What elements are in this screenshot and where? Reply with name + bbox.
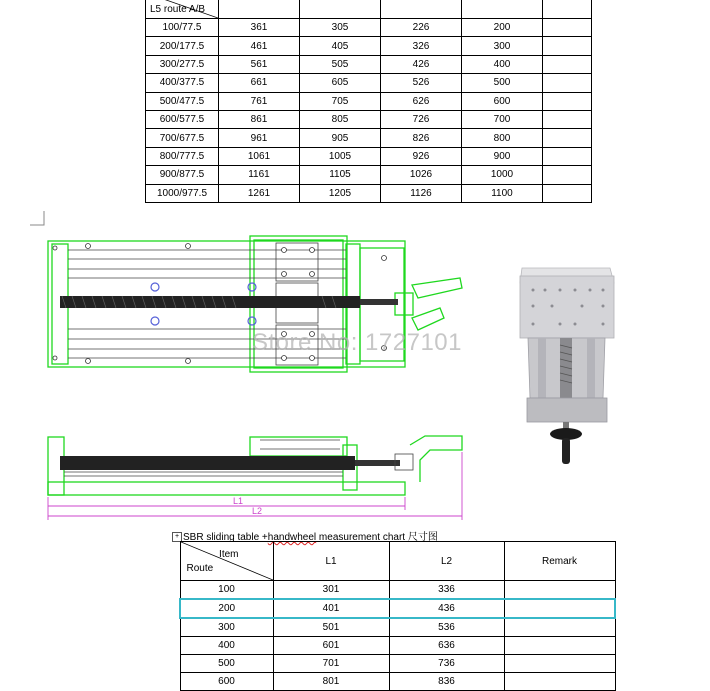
table-cell xyxy=(504,599,615,618)
table-cell: 1100 xyxy=(462,184,543,202)
dimension-table-bottom xyxy=(179,541,616,691)
table-cell xyxy=(504,655,615,673)
table-cell: 1000 xyxy=(462,166,543,184)
table-row xyxy=(146,92,592,110)
table-cell xyxy=(543,19,592,37)
table-cell: 200 xyxy=(462,19,543,37)
table-cell: 736 xyxy=(389,655,504,673)
table-cell: 605 xyxy=(300,74,381,92)
table-cell: 900 xyxy=(462,147,543,165)
table-cell: 500 xyxy=(462,74,543,92)
table-cell: 1161 xyxy=(219,166,300,184)
table-cell: 336 xyxy=(389,581,504,600)
watermark: Store No: 1727101 xyxy=(252,329,462,356)
table-cell: 800 xyxy=(462,129,543,147)
table-cell: 500/477.5 xyxy=(146,92,219,110)
table-cell: 561 xyxy=(219,55,300,73)
table-row xyxy=(180,599,615,618)
table-row xyxy=(146,37,592,55)
table-cell: 401 xyxy=(273,599,389,618)
table-cell: 300 xyxy=(180,618,273,637)
table-row xyxy=(146,166,592,184)
table-cell xyxy=(543,166,592,184)
table-cell: 526 xyxy=(381,74,462,92)
caption-part1: SBR sliding table + xyxy=(183,532,268,543)
handwheel-arm-bottom xyxy=(412,308,444,330)
table-cell xyxy=(543,92,592,110)
caption-part2: handwheel xyxy=(267,532,317,543)
table-cell: 200 xyxy=(180,599,273,618)
table-cell: 426 xyxy=(381,55,462,73)
table-cell: 400 xyxy=(180,637,273,655)
table-cell xyxy=(504,618,615,637)
dimension-table-top xyxy=(145,0,592,203)
table-row xyxy=(180,637,615,655)
table-cell: 861 xyxy=(219,110,300,128)
table-row xyxy=(146,129,592,147)
table-cell: 1205 xyxy=(300,184,381,202)
header-l2 xyxy=(300,0,381,19)
sliding-table-drawing xyxy=(0,200,710,525)
table-cell: 700 xyxy=(462,110,543,128)
table-cell: 100/77.5 xyxy=(146,19,219,37)
table-cell: 1026 xyxy=(381,166,462,184)
bottom-header-l1: L1 xyxy=(273,542,389,581)
table-cell: 1061 xyxy=(219,147,300,165)
table-cell xyxy=(504,581,615,600)
table-cell: 761 xyxy=(219,92,300,110)
route-header-label-bottom: Route xyxy=(186,563,214,574)
table-cell: 905 xyxy=(300,129,381,147)
table-cell xyxy=(543,147,592,165)
table-cell: 1126 xyxy=(381,184,462,202)
header-l1 xyxy=(219,0,300,19)
table-cell: 600/577.5 xyxy=(146,110,219,128)
table-cell: 705 xyxy=(300,92,381,110)
table-cell: 805 xyxy=(300,110,381,128)
caption-part3: measurement chart 尺寸图 xyxy=(316,532,438,543)
table-cell: 400 xyxy=(462,55,543,73)
table-cell: 405 xyxy=(300,37,381,55)
table-cell: 661 xyxy=(219,74,300,92)
table-cell: 701 xyxy=(273,655,389,673)
table-cell xyxy=(543,37,592,55)
table-cell: 700/677.5 xyxy=(146,129,219,147)
table-cell: 801 xyxy=(273,673,389,691)
table-cell: 601 xyxy=(273,637,389,655)
bottom-header-l2: L2 xyxy=(389,542,504,581)
table-cell: 301 xyxy=(273,581,389,600)
table-cell: 300/277.5 xyxy=(146,55,219,73)
table-cell: 800/777.5 xyxy=(146,147,219,165)
table-cell: 1105 xyxy=(300,166,381,184)
side-handwheel xyxy=(410,436,462,482)
table-cell: 305 xyxy=(300,19,381,37)
table-cell: 600 xyxy=(462,92,543,110)
side-base xyxy=(48,482,405,495)
route-header-cell xyxy=(146,0,219,19)
screw-shaft xyxy=(360,299,398,305)
table-cell: 300 xyxy=(462,37,543,55)
table-cell: 226 xyxy=(381,19,462,37)
table-cell: 636 xyxy=(389,637,504,655)
table-row xyxy=(146,147,592,165)
table-cell: 461 xyxy=(219,37,300,55)
header-remark xyxy=(543,0,592,19)
side-screw-shaft xyxy=(355,460,400,466)
bottom-table-header-row xyxy=(180,542,615,581)
item-header-label: Item xyxy=(219,549,239,560)
item-route-header-cell xyxy=(180,542,273,581)
table-cell: 836 xyxy=(389,673,504,691)
product-photo xyxy=(520,268,614,464)
table-cell: 361 xyxy=(219,19,300,37)
header-l3 xyxy=(381,0,462,19)
table-cell: 826 xyxy=(381,129,462,147)
table-cell: 326 xyxy=(381,37,462,55)
table-cell: 100 xyxy=(180,581,273,600)
table-cell: 500 xyxy=(180,655,273,673)
table-cell: 501 xyxy=(273,618,389,637)
table-move-handle-icon[interactable]: + xyxy=(172,532,182,542)
table-cell xyxy=(543,110,592,128)
table-cell: 1261 xyxy=(219,184,300,202)
table-row xyxy=(146,55,592,73)
route-header-label: L5 route A/B xyxy=(150,4,206,15)
table-cell: 505 xyxy=(300,55,381,73)
handwheel-arm-top xyxy=(412,278,462,298)
corner-mark xyxy=(30,211,44,225)
dim-l2-label: L2 xyxy=(252,506,263,516)
table-cell xyxy=(543,129,592,147)
bottom-header-remark: Remark xyxy=(504,542,615,581)
table-row xyxy=(180,655,615,673)
header-l4 xyxy=(462,0,543,19)
table-cell: 536 xyxy=(389,618,504,637)
table-row xyxy=(180,581,615,600)
side-ball-screw xyxy=(60,456,355,470)
table-row xyxy=(146,110,592,128)
table-cell: 961 xyxy=(219,129,300,147)
table-cell: 200/177.5 xyxy=(146,37,219,55)
table-cell: 436 xyxy=(389,599,504,618)
table-row xyxy=(146,19,592,37)
ball-screw xyxy=(60,296,360,308)
table-cell xyxy=(543,74,592,92)
table-cell: 726 xyxy=(381,110,462,128)
table-row xyxy=(180,618,615,637)
table-cell: 1000/977.5 xyxy=(146,184,219,202)
table-cell: 900/877.5 xyxy=(146,166,219,184)
table-cell: 626 xyxy=(381,92,462,110)
table-cell: 400/377.5 xyxy=(146,74,219,92)
table-cell: 926 xyxy=(381,147,462,165)
table-cell: 1005 xyxy=(300,147,381,165)
table-cell xyxy=(504,637,615,655)
top-table-header-row xyxy=(146,0,592,19)
dim-l1-label: L1 xyxy=(233,496,244,506)
table-cell xyxy=(543,55,592,73)
table-row xyxy=(146,74,592,92)
table-cell: 600 xyxy=(180,673,273,691)
